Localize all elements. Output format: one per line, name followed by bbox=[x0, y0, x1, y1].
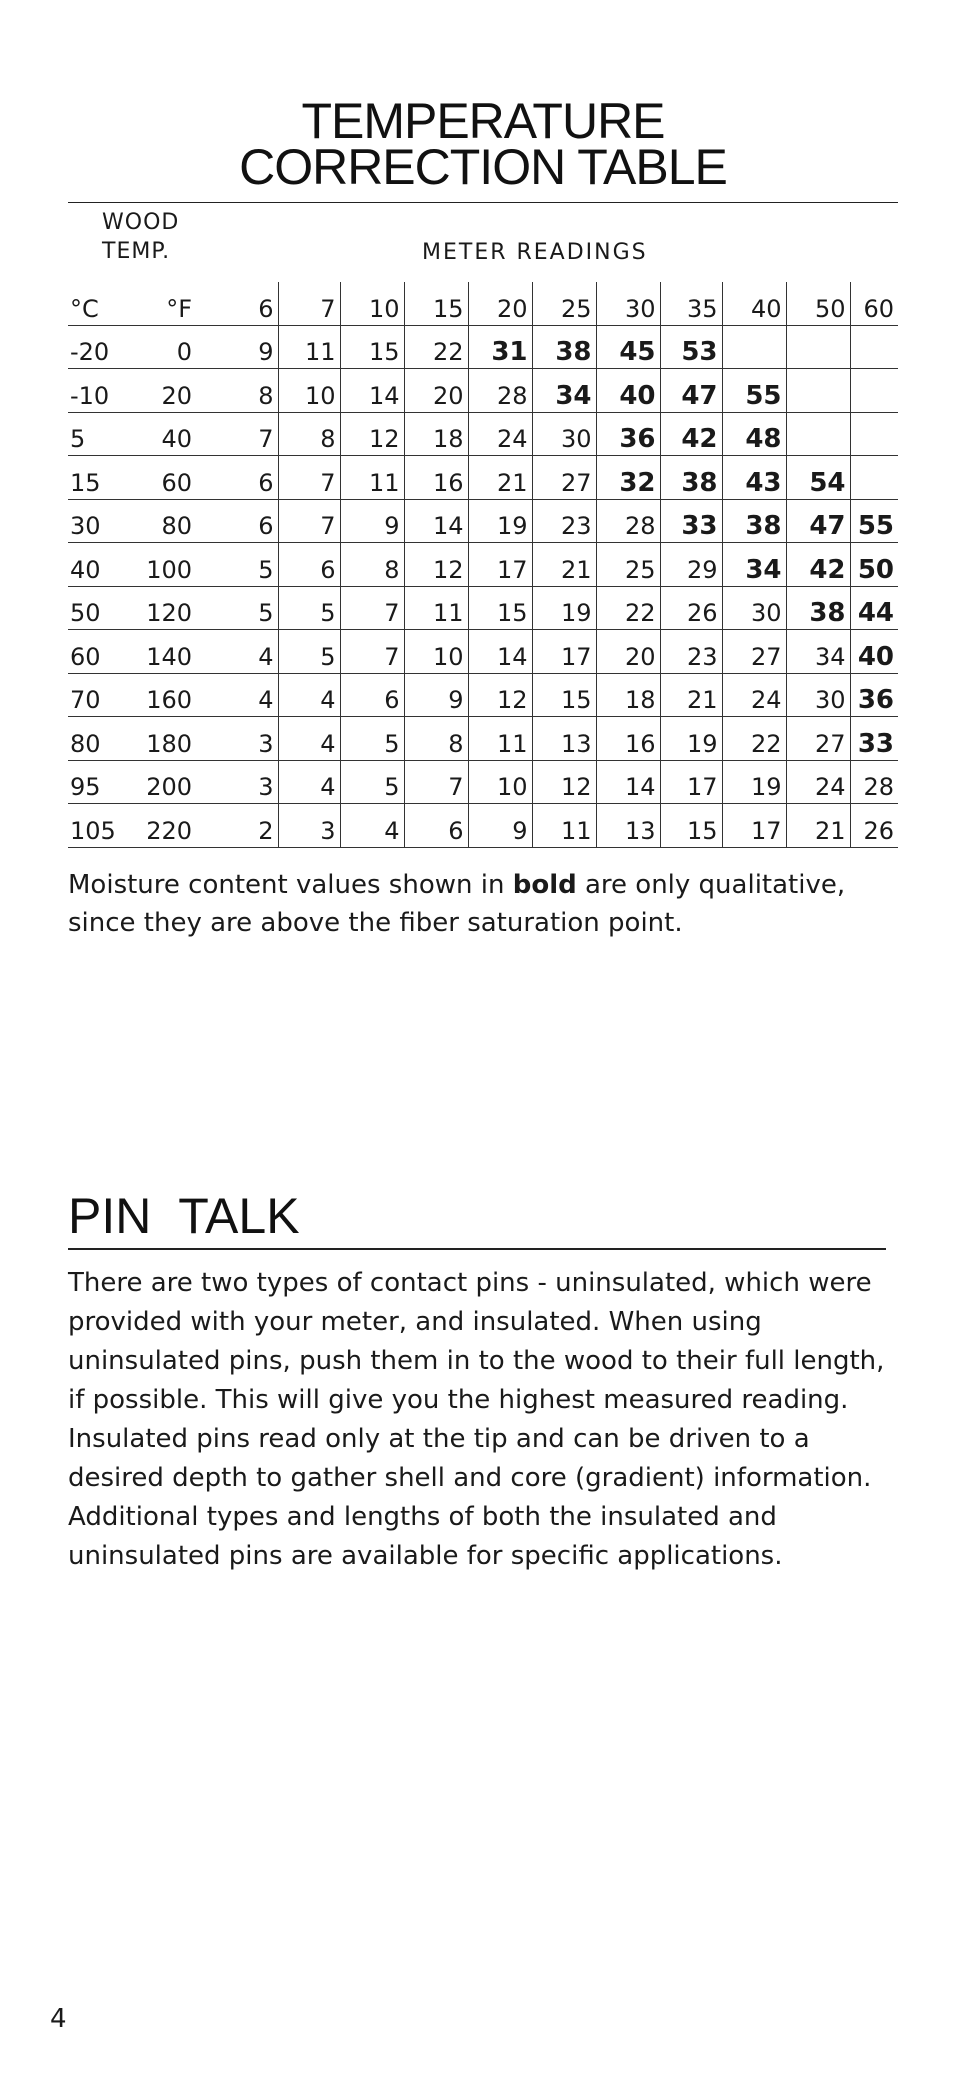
reading-cell: 53 bbox=[660, 325, 722, 369]
reading-cell: 19 bbox=[532, 586, 596, 630]
reading-cell: 15 bbox=[468, 586, 532, 630]
celsius-cell: 40 bbox=[68, 543, 138, 587]
celsius-header: °C bbox=[68, 282, 138, 325]
celsius-cell: -10 bbox=[68, 369, 138, 413]
reading-header: 7 bbox=[278, 282, 340, 325]
reading-cell: 5 bbox=[340, 717, 404, 761]
table-row bbox=[68, 760, 898, 804]
reading-cell: 13 bbox=[532, 717, 596, 761]
reading-cell: 2 bbox=[210, 804, 278, 848]
reading-cell: 24 bbox=[786, 760, 850, 804]
reading-cell: 55 bbox=[722, 369, 786, 413]
reading-cell: 7 bbox=[210, 412, 278, 456]
reading-cell: 13 bbox=[596, 804, 660, 848]
reading-cell: 14 bbox=[596, 760, 660, 804]
reading-cell bbox=[850, 412, 898, 456]
table-row bbox=[68, 717, 898, 761]
celsius-cell: 105 bbox=[68, 804, 138, 848]
reading-cell: 5 bbox=[278, 586, 340, 630]
reading-cell: 22 bbox=[404, 325, 468, 369]
reading-cell: 45 bbox=[596, 325, 660, 369]
reading-cell: 43 bbox=[722, 456, 786, 500]
reading-header: 35 bbox=[660, 282, 722, 325]
reading-cell: 55 bbox=[850, 499, 898, 543]
reading-cell: 7 bbox=[404, 760, 468, 804]
reading-cell: 11 bbox=[404, 586, 468, 630]
reading-cell: 24 bbox=[468, 412, 532, 456]
page-number: 4 bbox=[50, 2004, 67, 2034]
celsius-cell: 30 bbox=[68, 499, 138, 543]
reading-cell: 34 bbox=[532, 369, 596, 413]
reading-cell: 47 bbox=[660, 369, 722, 413]
fahrenheit-cell: 80 bbox=[138, 499, 210, 543]
reading-cell: 47 bbox=[786, 499, 850, 543]
reading-cell: 11 bbox=[340, 456, 404, 500]
reading-cell: 15 bbox=[340, 325, 404, 369]
table-row bbox=[68, 630, 898, 674]
celsius-cell: 5 bbox=[68, 412, 138, 456]
reading-cell: 14 bbox=[404, 499, 468, 543]
reading-cell bbox=[786, 412, 850, 456]
reading-cell: 3 bbox=[210, 760, 278, 804]
reading-cell: 11 bbox=[468, 717, 532, 761]
bold-values-note bbox=[68, 866, 898, 942]
reading-cell: 42 bbox=[786, 543, 850, 587]
reading-cell: 34 bbox=[786, 630, 850, 674]
reading-cell: 23 bbox=[532, 499, 596, 543]
pin-talk-heading: PIN TALK bbox=[68, 1188, 300, 1244]
reading-cell: 4 bbox=[278, 717, 340, 761]
pin-talk-paragraph: There are two types of contact pins - uninsulated, which were provided with your meter, and insulated. When using uninsulated pins, push them in to the wood to their full length, if possible. This will give you the highest measured reading. Insulated pins read only at the tip and can be driven to a desired depth to gather shell and core (gradient) information. Additional types and lengths of both the insulated and uninsulated pins are available for specific applications. bbox=[68, 1268, 885, 1571]
reading-cell: 48 bbox=[722, 412, 786, 456]
table-row bbox=[68, 543, 898, 587]
reading-cell: 27 bbox=[786, 717, 850, 761]
reading-cell bbox=[850, 369, 898, 413]
reading-header: 50 bbox=[786, 282, 850, 325]
reading-header: 15 bbox=[404, 282, 468, 325]
reading-cell: 25 bbox=[596, 543, 660, 587]
meter-readings-label: METER READINGS bbox=[422, 240, 648, 265]
fahrenheit-cell: 200 bbox=[138, 760, 210, 804]
reading-cell: 6 bbox=[404, 804, 468, 848]
reading-cell: 38 bbox=[532, 325, 596, 369]
reading-cell: 8 bbox=[278, 412, 340, 456]
reading-cell: 26 bbox=[660, 586, 722, 630]
reading-cell: 5 bbox=[210, 586, 278, 630]
reading-cell: 7 bbox=[340, 586, 404, 630]
reading-cell: 12 bbox=[468, 673, 532, 717]
reading-cell: 27 bbox=[532, 456, 596, 500]
reading-header: 60 bbox=[850, 282, 898, 325]
reading-cell: 28 bbox=[596, 499, 660, 543]
wood-temp-line-2: TEMP. bbox=[102, 239, 171, 264]
reading-cell: 22 bbox=[722, 717, 786, 761]
reading-cell: 6 bbox=[340, 673, 404, 717]
table-row bbox=[68, 673, 898, 717]
reading-cell: 19 bbox=[468, 499, 532, 543]
table-row bbox=[68, 369, 898, 413]
reading-cell: 6 bbox=[210, 499, 278, 543]
reading-cell: 21 bbox=[532, 543, 596, 587]
reading-cell: 7 bbox=[340, 630, 404, 674]
fahrenheit-cell: 180 bbox=[138, 717, 210, 761]
reading-cell: 16 bbox=[404, 456, 468, 500]
reading-cell: 9 bbox=[340, 499, 404, 543]
reading-cell bbox=[786, 325, 850, 369]
table-row bbox=[68, 804, 898, 848]
reading-cell: 6 bbox=[210, 456, 278, 500]
reading-cell: 9 bbox=[404, 673, 468, 717]
reading-cell: 30 bbox=[532, 412, 596, 456]
title-line-1: TEMPERATURE bbox=[301, 93, 665, 149]
reading-cell: 16 bbox=[596, 717, 660, 761]
reading-cell: 4 bbox=[278, 673, 340, 717]
reading-cell: 15 bbox=[532, 673, 596, 717]
reading-cell: 11 bbox=[278, 325, 340, 369]
pin-talk-divider bbox=[68, 1248, 886, 1250]
reading-cell: 50 bbox=[850, 543, 898, 587]
reading-cell: 38 bbox=[786, 586, 850, 630]
reading-cell: 14 bbox=[340, 369, 404, 413]
reading-cell: 4 bbox=[278, 760, 340, 804]
reading-cell: 4 bbox=[210, 630, 278, 674]
reading-cell: 8 bbox=[340, 543, 404, 587]
reading-cell: 30 bbox=[786, 673, 850, 717]
celsius-cell: 50 bbox=[68, 586, 138, 630]
celsius-cell: 15 bbox=[68, 456, 138, 500]
reading-cell: 26 bbox=[850, 804, 898, 848]
reading-cell: 12 bbox=[532, 760, 596, 804]
reading-cell: 36 bbox=[850, 673, 898, 717]
reading-cell: 19 bbox=[722, 760, 786, 804]
reading-cell: 17 bbox=[660, 760, 722, 804]
reading-cell: 8 bbox=[404, 717, 468, 761]
reading-cell: 4 bbox=[210, 673, 278, 717]
reading-cell: 36 bbox=[596, 412, 660, 456]
reading-cell: 20 bbox=[404, 369, 468, 413]
reading-cell: 54 bbox=[786, 456, 850, 500]
reading-cell: 4 bbox=[340, 804, 404, 848]
reading-cell bbox=[722, 325, 786, 369]
reading-cell: 5 bbox=[210, 543, 278, 587]
reading-cell: 5 bbox=[340, 760, 404, 804]
reading-header: 30 bbox=[596, 282, 660, 325]
reading-cell: 19 bbox=[660, 717, 722, 761]
table-row bbox=[68, 412, 898, 456]
fahrenheit-cell: 120 bbox=[138, 586, 210, 630]
celsius-cell: 95 bbox=[68, 760, 138, 804]
reading-cell: 18 bbox=[404, 412, 468, 456]
title-divider bbox=[68, 202, 898, 203]
reading-header: 25 bbox=[532, 282, 596, 325]
reading-cell: 31 bbox=[468, 325, 532, 369]
reading-cell: 28 bbox=[468, 369, 532, 413]
reading-cell bbox=[850, 325, 898, 369]
fahrenheit-cell: 160 bbox=[138, 673, 210, 717]
reading-cell: 40 bbox=[596, 369, 660, 413]
fahrenheit-header: °F bbox=[138, 282, 210, 325]
reading-cell: 44 bbox=[850, 586, 898, 630]
celsius-cell: 80 bbox=[68, 717, 138, 761]
reading-cell: 17 bbox=[722, 804, 786, 848]
note-bold-word: bold bbox=[512, 870, 577, 900]
reading-cell: 9 bbox=[210, 325, 278, 369]
reading-cell: 33 bbox=[660, 499, 722, 543]
reading-cell: 22 bbox=[596, 586, 660, 630]
fahrenheit-cell: 40 bbox=[138, 412, 210, 456]
reading-cell: 40 bbox=[850, 630, 898, 674]
fahrenheit-cell: 100 bbox=[138, 543, 210, 587]
reading-cell: 6 bbox=[278, 543, 340, 587]
reading-cell: 42 bbox=[660, 412, 722, 456]
reading-header: 20 bbox=[468, 282, 532, 325]
reading-cell: 21 bbox=[468, 456, 532, 500]
reading-cell: 20 bbox=[596, 630, 660, 674]
reading-cell: 27 bbox=[722, 630, 786, 674]
wood-temp-line-1: WOOD bbox=[102, 210, 180, 235]
reading-cell: 9 bbox=[468, 804, 532, 848]
reading-cell: 11 bbox=[532, 804, 596, 848]
reading-cell: 10 bbox=[468, 760, 532, 804]
table-row bbox=[68, 456, 898, 500]
reading-cell bbox=[850, 456, 898, 500]
note-text-end: are only qualitative, since they are above the fiber saturation point. bbox=[68, 870, 846, 938]
wood-temp-label bbox=[102, 208, 179, 266]
title-line-2: CORRECTION TABLE bbox=[239, 139, 727, 195]
fahrenheit-cell: 0 bbox=[138, 325, 210, 369]
table-header-row bbox=[68, 282, 898, 325]
reading-cell: 14 bbox=[468, 630, 532, 674]
fahrenheit-cell: 140 bbox=[138, 630, 210, 674]
reading-cell: 32 bbox=[596, 456, 660, 500]
reading-cell: 28 bbox=[850, 760, 898, 804]
reading-cell: 23 bbox=[660, 630, 722, 674]
reading-cell: 38 bbox=[660, 456, 722, 500]
table-row bbox=[68, 586, 898, 630]
reading-cell: 3 bbox=[278, 804, 340, 848]
reading-cell: 17 bbox=[532, 630, 596, 674]
reading-cell: 3 bbox=[210, 717, 278, 761]
reading-cell: 21 bbox=[660, 673, 722, 717]
celsius-cell: 60 bbox=[68, 630, 138, 674]
reading-cell: 8 bbox=[210, 369, 278, 413]
reading-cell: 10 bbox=[404, 630, 468, 674]
celsius-cell: 70 bbox=[68, 673, 138, 717]
reading-cell: 12 bbox=[340, 412, 404, 456]
reading-cell bbox=[786, 369, 850, 413]
reading-cell: 29 bbox=[660, 543, 722, 587]
reading-cell: 24 bbox=[722, 673, 786, 717]
reading-cell: 7 bbox=[278, 456, 340, 500]
reading-header: 6 bbox=[210, 282, 278, 325]
fahrenheit-cell: 60 bbox=[138, 456, 210, 500]
note-text-start: Moisture content values shown in bbox=[68, 870, 513, 900]
table-row bbox=[68, 325, 898, 369]
temperature-correction-table bbox=[68, 282, 898, 848]
fahrenheit-cell: 20 bbox=[138, 369, 210, 413]
reading-cell: 17 bbox=[468, 543, 532, 587]
reading-cell: 5 bbox=[278, 630, 340, 674]
reading-cell: 34 bbox=[722, 543, 786, 587]
reading-cell: 21 bbox=[786, 804, 850, 848]
table-row bbox=[68, 499, 898, 543]
page-title bbox=[68, 93, 898, 195]
reading-cell: 38 bbox=[722, 499, 786, 543]
reading-cell: 30 bbox=[722, 586, 786, 630]
reading-header: 10 bbox=[340, 282, 404, 325]
celsius-cell: -20 bbox=[68, 325, 138, 369]
reading-cell: 18 bbox=[596, 673, 660, 717]
reading-cell: 10 bbox=[278, 369, 340, 413]
fahrenheit-cell: 220 bbox=[138, 804, 210, 848]
reading-header: 40 bbox=[722, 282, 786, 325]
reading-cell: 12 bbox=[404, 543, 468, 587]
reading-cell: 7 bbox=[278, 499, 340, 543]
reading-cell: 15 bbox=[660, 804, 722, 848]
reading-cell: 33 bbox=[850, 717, 898, 761]
